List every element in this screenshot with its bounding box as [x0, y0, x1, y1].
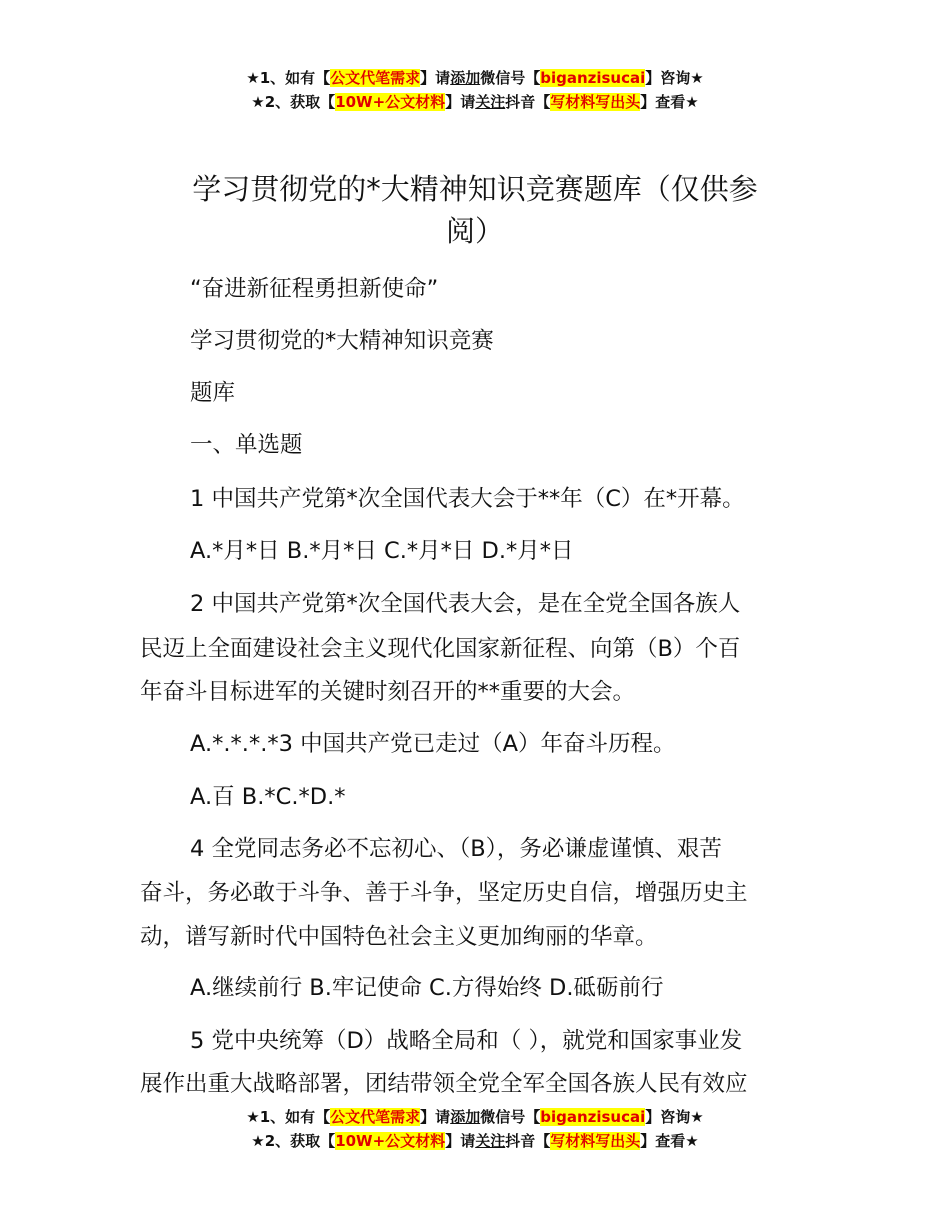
highlight-text: biganzisucai [540, 1108, 646, 1126]
highlight-text: 公文代笔需求 [330, 69, 421, 87]
banner-line-1: ★1、如有【公文代笔需求】请添加微信号【biganzisucai】咨询★ [246, 69, 704, 87]
question-line: 民迈上全面建设社会主义现代化国家新征程、向第（B）个百 [140, 636, 741, 662]
question-line: 年奋斗目标进军的关键时刻召开的**重要的大会。 [140, 679, 636, 705]
header-banner [0, 66, 950, 114]
section-heading: 一、单选题 [190, 432, 303, 458]
question-line: 奋斗，务必敢于斗争、善于斗争，坚定历史自信，增强历史主 [140, 880, 748, 906]
highlight-text: biganzisucai [540, 69, 646, 87]
highlight-text: 写材料写出头 [550, 93, 641, 111]
banner-line-1: ★1、如有【公文代笔需求】请添加微信号【biganzisucai】咨询★ [246, 1108, 704, 1126]
options-line: A.*.*.*.*3 中国共产党已走过（A）年奋斗历程。 [190, 731, 676, 757]
options-line: A.百 B.*C.*D.* [190, 784, 346, 810]
question-line: 4 全党同志务必不忘初心、（B），务必谦虚谨慎、艰苦 [190, 836, 722, 862]
question-line: 展作出重大战略部署，团结带领全党全军全国各族人民有效应 [140, 1071, 748, 1097]
highlight-text: 写材料写出头 [550, 1132, 641, 1150]
subtitle-line: 题库 [190, 380, 236, 406]
highlight-text: 10W+公文材料 [335, 93, 446, 111]
subtitle-slogan: “奋进新征程勇担新使命” [190, 276, 439, 302]
options-line: A.*月*日 B.*月*日 C.*月*日 D.*月*日 [190, 538, 574, 564]
highlight-text: 公文代笔需求 [330, 1108, 421, 1126]
document-title: 学习贯彻党的*大精神知识竞赛题库（仅供参 阅） [192, 172, 758, 248]
question-line: 1 中国共产党第*次全国代表大会于**年（C）在*开幕。 [190, 486, 745, 512]
options-line: A.继续前行 B.牢记使命 C.方得始终 D.砥砺前行 [190, 975, 664, 1001]
question-line: 5 党中央统筹（D）战略全局和（ ），就党和国家事业发 [190, 1028, 743, 1054]
footer-banner [0, 1105, 950, 1153]
question-line: 动，谱写新时代中国特色社会主义更加绚丽的华章。 [140, 924, 658, 950]
banner-line-2: ★2、获取【10W+公文材料】请关注抖音【写材料写出头】查看★ [251, 1132, 699, 1150]
question-line: 2 中国共产党第*次全国代表大会，是在全党全国各族人 [190, 591, 741, 617]
subtitle-line: 学习贯彻党的*大精神知识竞赛 [190, 328, 494, 354]
banner-line-2: ★2、获取【10W+公文材料】请关注抖音【写材料写出头】查看★ [251, 93, 699, 111]
highlight-text: 10W+公文材料 [335, 1132, 446, 1150]
